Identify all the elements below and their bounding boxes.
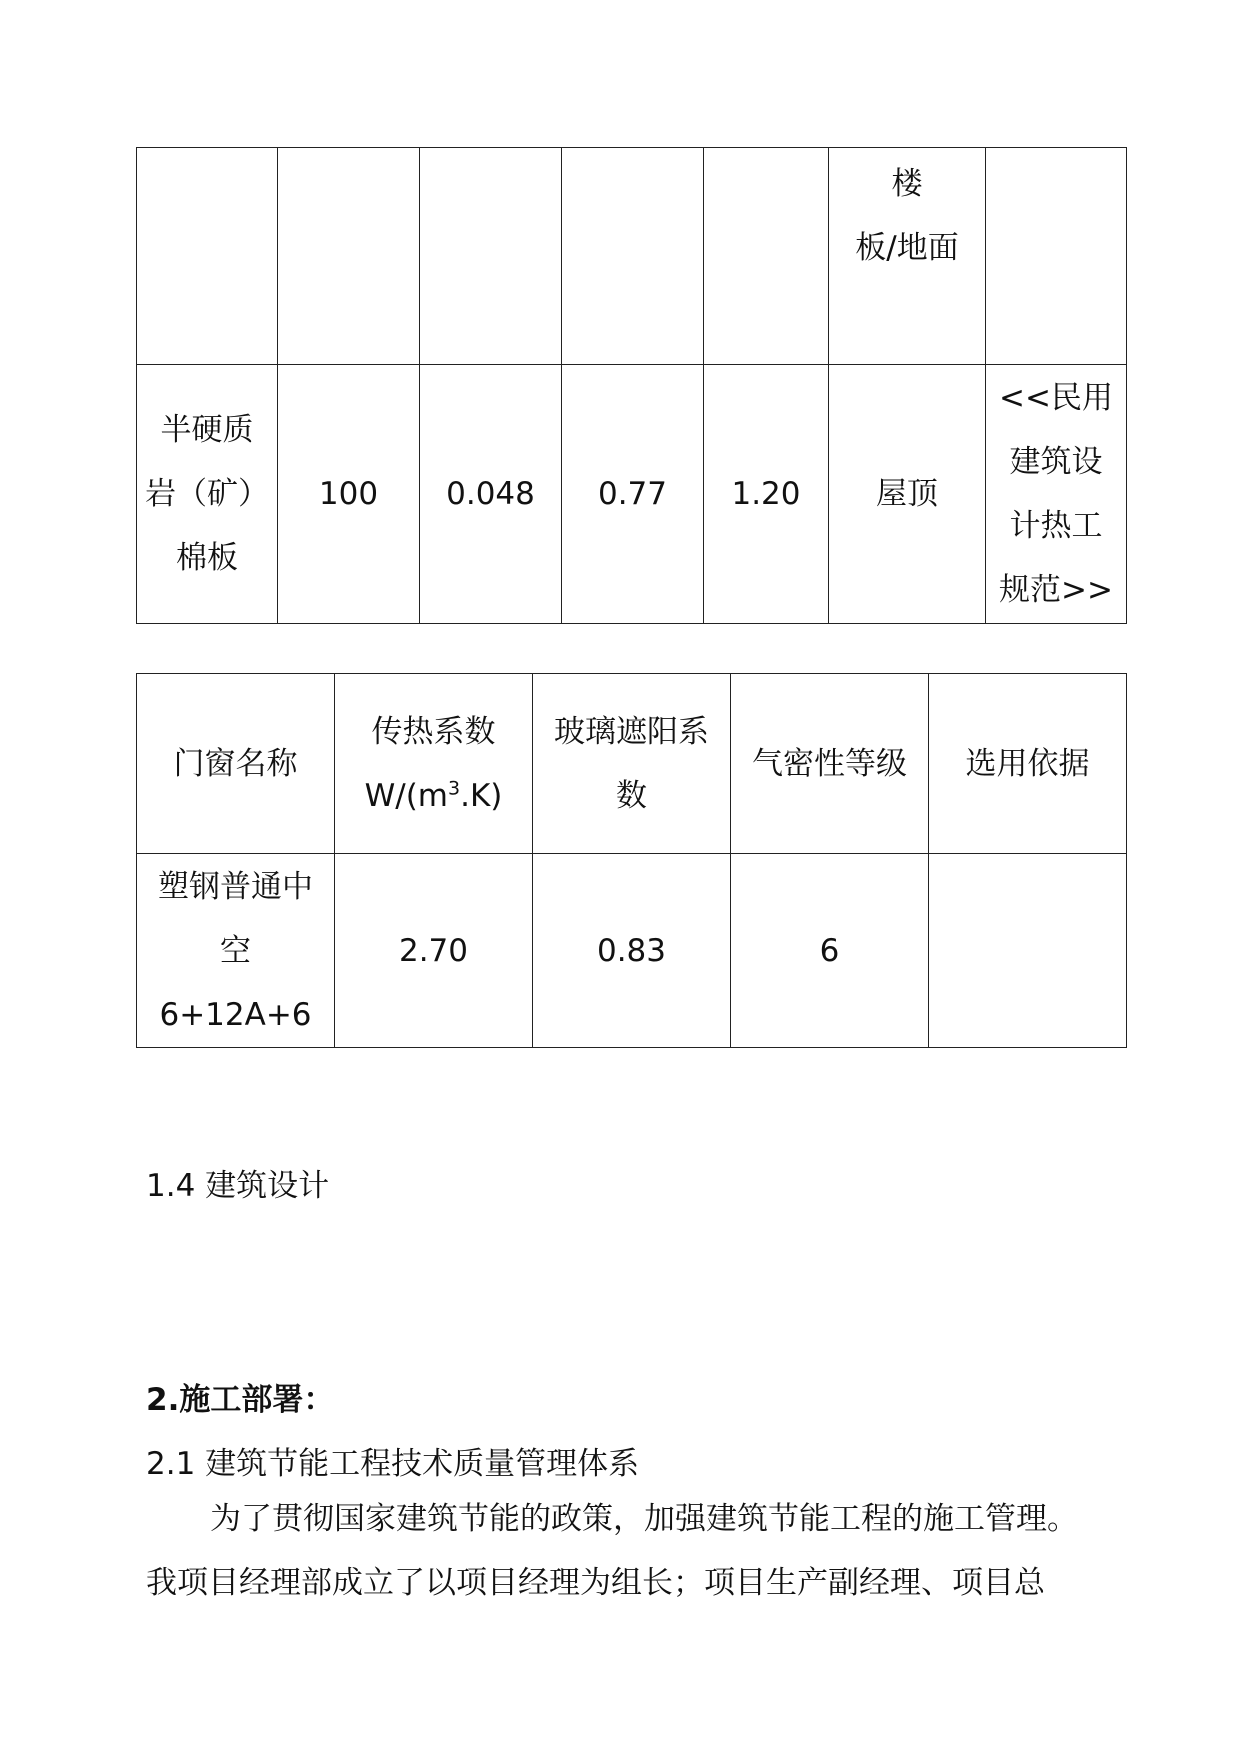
basis-cell [929,854,1127,1048]
table-cell-usage: 楼 板/地面 [829,148,986,365]
material-name-cell: 半硬质 岩（矿） 棉板 [137,365,278,624]
window-name-cell: 塑钢普通中 空 6+12A+6 [137,854,335,1048]
table-cell [986,148,1127,365]
table-header-row [137,674,1127,854]
header-shading: 玻璃遮阳系 数 [533,674,731,854]
heat-transfer-cell: 2.70 [335,854,533,1048]
header-airtightness: 气密性等级 [731,674,929,854]
section-heading-1-4: 1.4 建筑设计 [146,1168,330,1204]
table-row [137,148,1127,365]
table-cell [420,148,562,365]
table-cell [562,148,704,365]
shading-cell: 0.83 [533,854,731,1048]
header-heat-transfer [335,674,533,854]
table-row [137,854,1127,1048]
value-cell: 1.20 [704,365,829,624]
table-cell [278,148,420,365]
conductivity-cell: 0.048 [420,365,562,624]
value-cell: 0.77 [562,365,704,624]
header-heat-transfer-line1: 传热系数 [371,713,496,750]
insulation-material-table [136,147,1127,624]
header-name: 门窗名称 [137,674,335,854]
usage-cell: 屋顶 [829,365,986,624]
window-door-table [136,673,1127,1048]
section-heading-2-1: 2.1 建筑节能工程技术质量管理体系 [146,1446,640,1482]
paragraph-line-1: 为了贯彻国家建筑节能的政策，加强建筑节能工程的施工管理。 [210,1501,1078,1537]
basis-cell: <<民用 建筑设 计热工 规范>> [986,365,1127,624]
table-cell [704,148,829,365]
table-row [137,365,1127,624]
section-heading-2: 2.施工部署： [146,1382,335,1418]
header-basis: 选用依据 [929,674,1127,854]
table-cell [137,148,278,365]
airtightness-cell: 6 [731,854,929,1048]
thickness-cell: 100 [278,365,420,624]
header-unit: $W/(m^3.K)$ [364,777,503,814]
paragraph-line-2: 我项目经理部成立了以项目经理为组长；项目生产副经理、项目总 [146,1565,1045,1601]
